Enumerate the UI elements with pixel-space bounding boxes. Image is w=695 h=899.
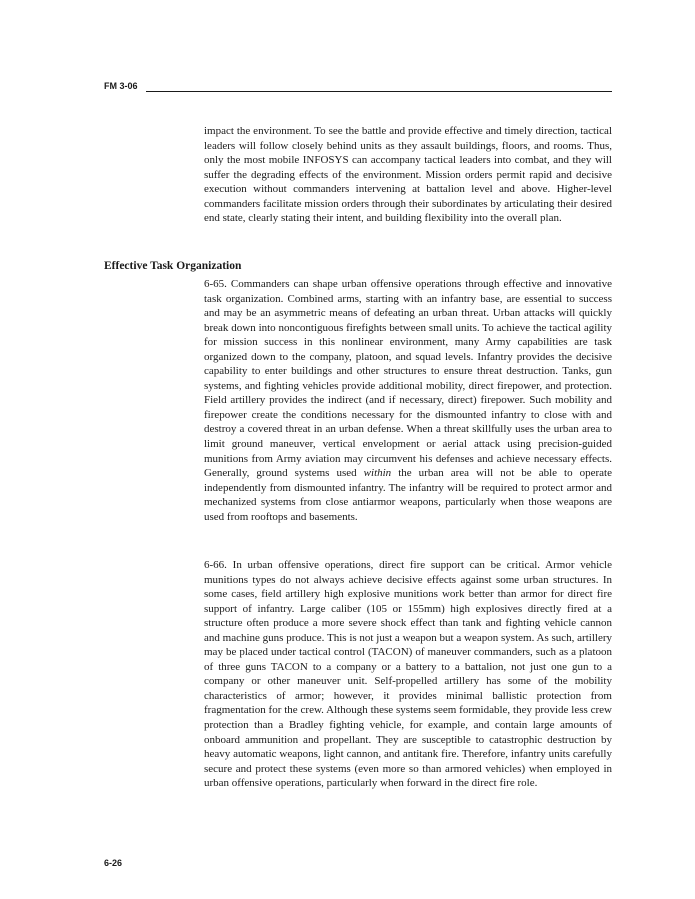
running-header <box>104 80 612 94</box>
emphasis-within: within <box>363 467 392 480</box>
section-heading: Effective Task Organization <box>104 260 242 272</box>
paragraph-6-66: 6-66. In urban offensive operations, direct fire support can be critical. Armor vehicle munitions types do not always achieve decisive effects against some urban structures. In some cases, field artillery high explosive munitions work better than armor for direct fire support of infantry. Large caliber (105 or 155mm) high explosives directly fired at a structure often produce a more severe shock effect than tank and fighting vehicle cannon and machine guns produce. This is not just a weapon but a weapon system. As such, artillery may be placed under tactical control (TACON) of maneuver commanders, such as a platoon of three guns TACON to a company or a battery to a battalion, not just one gun to a company or other maneuver unit. Self-propelled artillery has some of the mobility characteristics of armor; however, it provides minimal ballistic protection from fragmentation for the crew. Although these systems seem formidable, they provide less crew protection than a Bradley fighting vehicle, for example, and contain large amounts of onboard ammunition and propellant. They are susceptible to catastrophic destruction by heavy automatic weapons, light cannon, and antitank fire. Therefore, infantry units carefully secure and protect these systems (even more so than armored vehicles) when employed in urban offensive operations, particularly when forward in the direct fire role. <box>204 559 612 790</box>
page-number: 6-26 <box>104 858 123 868</box>
continuation-paragraph: impact the environment. To see the battle and provide effective and timely direction, tactical leaders will follow closely behind units as they assault buildings, floors, and rooms. Thus, only the most mobile INFOSYS can accompany tactical leaders into combat, and they will suffer the degrading effects of the environment. Mission orders permit rapid and decisive execution without commanders intervening at battalion level and above. Higher-level commanders facilitate mission orders through their subordinates by articulating their desired end state, clearly stating their intent, and building flexibility into the overall plan. <box>204 125 612 225</box>
paragraph-6-65 <box>204 277 612 524</box>
paragraph-6-65-text-before: 6-65. Commanders can shape urban offensive operations through effective and innovative task organization. Combined arms, starting with an infantry base, are essential to success and may be an asymmetric means of defeating an urban threat. Urban attacks will quickly break down into noncontiguous firefights between small units. To achieve the tactical agility for mission success in this nonlinear environment, many Army capabilities are task organized down to the company, platoon, and squad levels. Infantry provides the decisive capability to enter buildings and other structures to ensure threat destruction. Tanks, gun systems, and fighting vehicles provide additional mobility, direct firepower, and protection. Field artillery provides the indirect (and if necessary, direct) firepower. Such mobility and firepower create the conditions necessary for the dismounted infantry to close with and destroy a covered threat in an urban defense. When a threat skillfully uses the urban area to limit ground maneuver, vertical envelopment or aerial attack using precision-guided munitions from Army aviation may circumvent his defenses and achieve necessary effects. Generally, ground systems used <box>204 278 612 480</box>
paragraph-6-65-text-after: the urban area will not be able to operate independently from dismounted infantry. The infantry will be required to protect armor and mechanized systems from close antiarmor weapons, particularly when those weapons are used from rooftops and basements. <box>204 467 612 523</box>
header-rule <box>146 91 612 92</box>
manual-id: FM 3-06 <box>104 81 138 91</box>
